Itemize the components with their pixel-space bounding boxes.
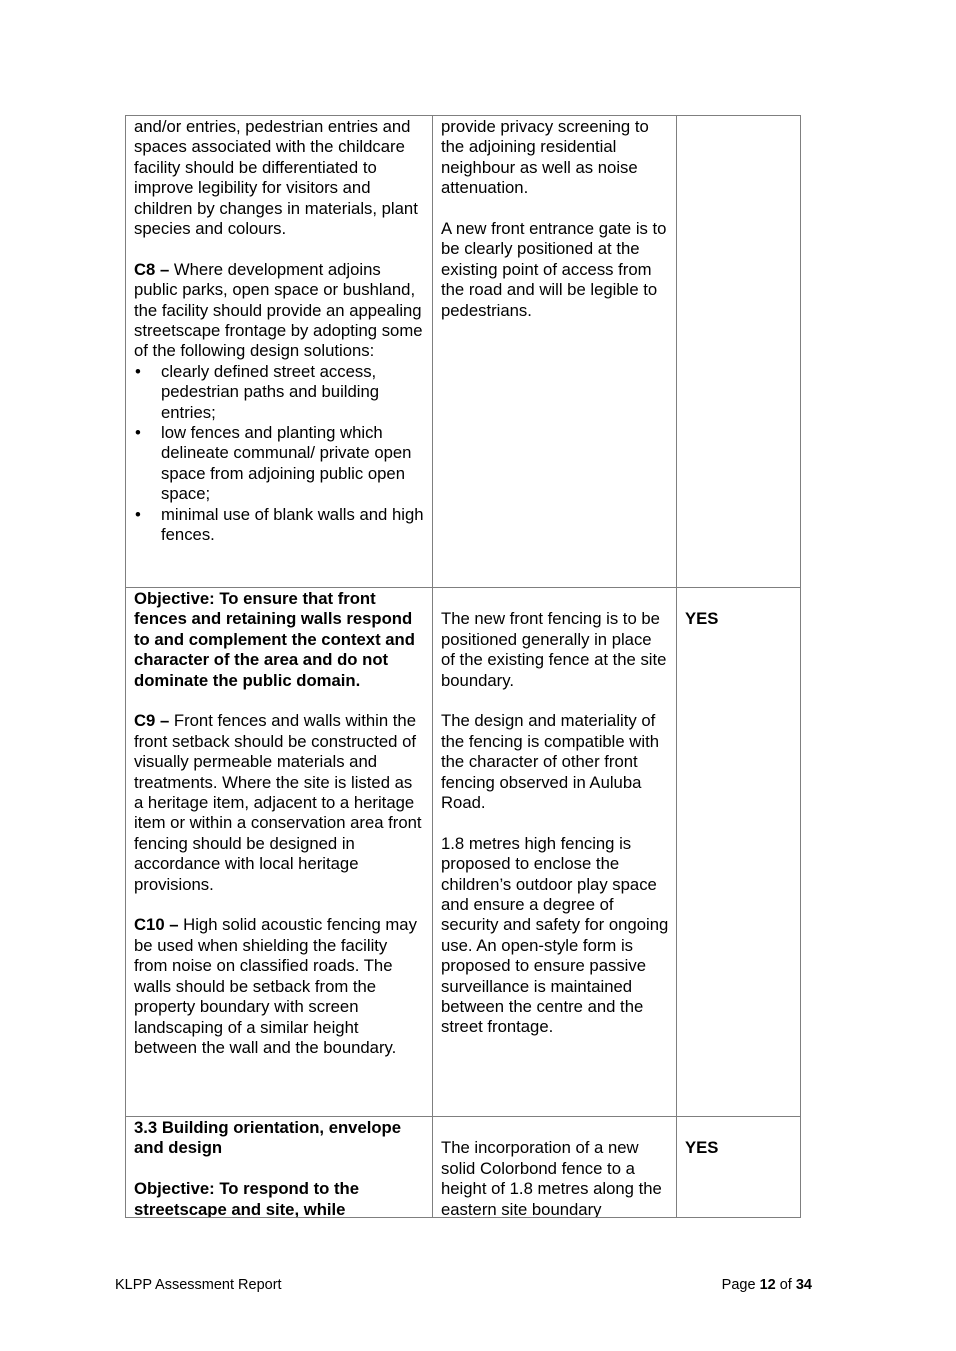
bullet-text: low fences and planting which delineate communal/ private open space from adjoining public open space; <box>161 423 412 504</box>
c8-bullet-list <box>134 362 425 546</box>
c8-bullet-item <box>134 423 425 505</box>
c9-paragraph <box>134 711 425 895</box>
row2-comment-p1: The new front fencing is to be positioned generally in place of the existing fence at the site boundary. <box>441 609 667 690</box>
row1-comment-p1: provide privacy screening to the adjoining residential neighbour as well as noise attenuation. <box>441 117 649 198</box>
c10-label: C10 – <box>134 915 179 935</box>
row2-comment-cell <box>433 588 677 1117</box>
row3-compliance-cell <box>677 1117 800 1217</box>
c10-text: High solid acoustic fencing may be used when shielding the facility from noise on classified roads. The walls should be setback from the property boundary with screen landscaping of a similar height between the wall and the boundary. <box>134 915 417 1057</box>
page-of: of <box>775 1277 796 1293</box>
c9-text: Front fences and walls within the front setback should be constructed of visually permeable materials and treatments. Where the site is listed as a heritage item, adjacent to a heritage item or within a conservation area front fencing should be designed in accordance with local heritage provisions. <box>134 711 422 894</box>
row2-comment-p3: 1.8 metres high fencing is proposed to enclose the children’s outdoor play space and ensure a degree of security and safety for ongoing use. An open-style form is proposed to ensure passive surveillance is maintained between the centre and the street frontage. <box>441 833 669 1037</box>
row2-controls-cell <box>126 588 433 1117</box>
c10-paragraph <box>134 915 425 1058</box>
row1-compliance-cell <box>677 116 800 588</box>
c8-paragraph <box>134 260 425 362</box>
c8-text: Where development adjoins public parks, open space or bushland, the facility should provide an appealing streetscape frontage by adopting some of the following design solutions: <box>134 259 423 361</box>
row1-comment-cell <box>433 116 677 588</box>
c8-bullet-item <box>134 505 425 546</box>
row2-comment-p2: The design and materiality of the fencing is compatible with the character of other front fencing observed in Auluba Road. <box>441 711 659 813</box>
row1-intro-text: and/or entries, pedestrian entries and spaces associated with the childcare facility should be differentiated to improve legibility for visitors and children by changes in materials, plant species and colours. <box>134 117 418 239</box>
bullet-icon: • <box>135 423 141 443</box>
c8-bullet-item <box>134 362 425 423</box>
section-heading: 3.3 Building orientation, envelope and design <box>134 1118 402 1158</box>
row3-comment-cell <box>433 1117 677 1217</box>
page-word: Page <box>721 1277 760 1293</box>
assessment-table <box>125 115 801 1218</box>
bullet-icon: • <box>135 361 141 381</box>
row3-comment-p1: The incorporation of a new solid Colorbond fence to a height of 1.8 metres along the eastern site boundary <box>441 1138 662 1217</box>
compliance-yes: YES <box>685 1138 719 1158</box>
row1-comment-p2: A new front entrance gate is to be clearly positioned at the existing point of access from the road and will be legible to pedestrians. <box>441 219 667 320</box>
fences-objective: Objective: To ensure that front fences and retaining walls respond to and complement the context and character of the area and do not dominate the public domain. <box>134 589 415 690</box>
footer-page-number <box>722 1277 812 1293</box>
bullet-icon: • <box>135 504 141 524</box>
bullet-text: clearly defined street access, pedestrian paths and building entries; <box>161 361 380 422</box>
footer-report-title: KLPP Assessment Report <box>115 1277 282 1293</box>
compliance-yes: YES <box>685 609 719 629</box>
page-current: 12 <box>759 1277 776 1293</box>
bullet-text: minimal use of blank walls and high fences. <box>161 504 424 545</box>
row1-controls-cell <box>126 116 433 588</box>
c8-label: C8 – <box>134 259 170 279</box>
c9-label: C9 – <box>134 711 170 731</box>
orientation-objective: Objective: To respond to the streetscape and site, while <box>134 1179 359 1217</box>
row2-compliance-cell <box>677 588 800 1117</box>
row3-controls-cell <box>126 1117 433 1217</box>
page-total: 34 <box>795 1277 812 1293</box>
